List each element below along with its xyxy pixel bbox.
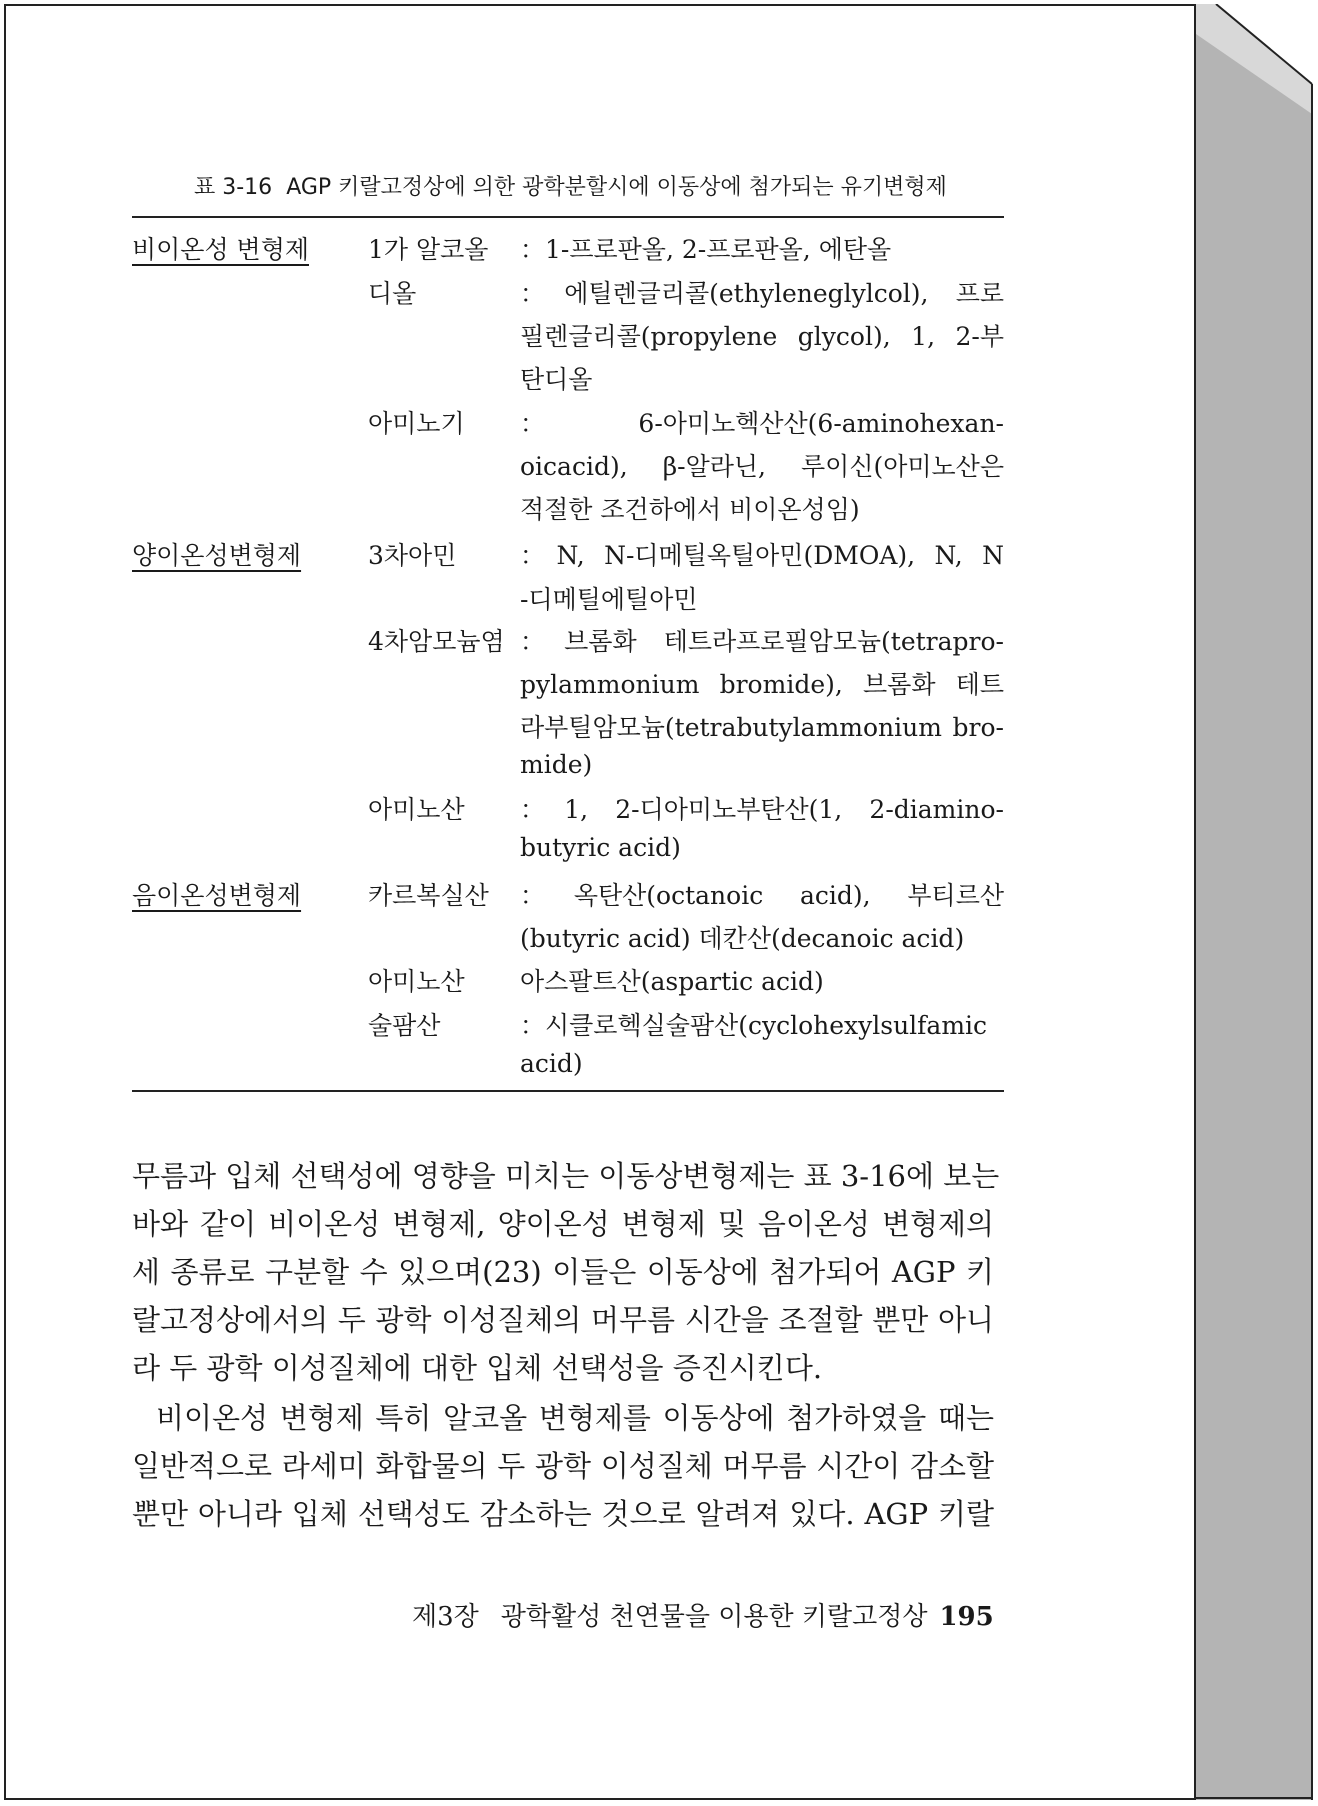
- page-number: 195: [939, 1602, 994, 1632]
- body-line: 비이온성 변형제 특히 알코올 변형제를 이동상에 첨가하였을 때는: [156, 1401, 994, 1435]
- body-line: 뿐만 아니라 입체 선택성도 감소하는 것으로 알려져 있다. AGP 키랄: [132, 1497, 994, 1531]
- item-line: ：6-아미노헥산산(6-aminohexan-: [520, 409, 1004, 438]
- item-line: 적절한 조건하에서 비이온성임): [520, 495, 860, 524]
- item-line: acid): [520, 1049, 583, 1078]
- book-spine-edge: [1196, 4, 1314, 1800]
- item-line: (butyric acid) 데칸산(decanoic acid): [520, 924, 965, 953]
- table-bottom-rule: [132, 1090, 1004, 1092]
- item-line: ：옥탄산(octanoic acid), 부티르산: [520, 881, 1004, 910]
- book-page: [4, 4, 1196, 1800]
- item-line: ：1, 2-디아미노부탄산(1, 2-diamino-: [520, 795, 1004, 824]
- sub-amino-acid: 아미노산: [368, 795, 465, 824]
- table-number: 표 3-16: [194, 175, 273, 200]
- sub-amino-acid-2: 아미노산: [368, 967, 465, 996]
- category-cationic: 양이온성변형제: [132, 541, 302, 570]
- sub-quaternary-ammonium: 4차암모늄염: [368, 627, 505, 656]
- item-line: 필렌글리콜(propylene glycol), 1, 2-부: [520, 322, 1004, 351]
- sub-amino-group: 아미노기: [368, 409, 465, 438]
- item-line: 라부틸암모늄(tetrabutylammonium bro-: [520, 713, 1004, 742]
- category-nonionic: 비이온성 변형제: [132, 235, 309, 264]
- body-line: 라 두 광학 이성질체에 대한 입체 선택성을 증진시킨다.: [132, 1351, 823, 1385]
- sub-carboxylic-acid: 카르복실산: [368, 881, 489, 910]
- sub-alcohol: 1가 알코올: [368, 235, 489, 264]
- body-line: 바와 같이 비이온성 변형제, 양이온성 변형제 및 음이온성 변형제의: [132, 1207, 994, 1241]
- item-line: ：에틸렌글리콜(ethyleneglylcol), 프로: [520, 279, 1004, 308]
- item-line: butyric acid): [520, 833, 681, 862]
- table-title: AGP 키랄고정상에 의한 광학분할시에 이동상에 첨가되는 유기변형제: [286, 175, 947, 200]
- body-line: 무름과 입체 선택성에 영향을 미치는 이동상변형제는 표 3-16에 보는: [132, 1159, 1000, 1193]
- item-line: 탄디올: [520, 365, 593, 394]
- body-line: 세 종류로 구분할 수 있으며(23) 이들은 이동상에 첨가되어 AGP 키: [132, 1255, 994, 1289]
- item-line: -디메틸에틸아민: [520, 585, 698, 614]
- category-anionic: 음이온성변형제: [132, 881, 302, 910]
- sub-sulfamic-acid: 술팜산: [368, 1011, 441, 1040]
- sub-tertiary-amine: 3차아민: [368, 541, 457, 570]
- item-line: mide): [520, 750, 593, 779]
- footer-chapter: 제3장: [412, 1602, 479, 1632]
- table-top-rule: [132, 216, 1004, 218]
- item-line: ：시클로헥실술팜산(cyclohexylsulfamic: [520, 1011, 988, 1040]
- item-line: ：1-프로판올, 2-프로판올, 에탄올: [520, 235, 892, 264]
- item-line: ：N, N-디메틸옥틸아민(DMOA), N, N: [520, 541, 1004, 570]
- item-line: oicacid), β-알라닌, 루이신(아미노산은: [520, 452, 1004, 481]
- page-footer: [412, 1596, 994, 1633]
- table-caption: [194, 170, 947, 201]
- sub-diol: 디올: [368, 279, 417, 308]
- body-line: 일반적으로 라세미 화합물의 두 광학 이성질체 머무름 시간이 감소할: [132, 1449, 994, 1483]
- item-line: pylammonium bromide), 브롬화 테트: [520, 670, 1004, 699]
- body-line: 랄고정상에서의 두 광학 이성질체의 머무름 시간을 조절할 뿐만 아니: [132, 1303, 994, 1337]
- item-line: ：브롬화 테트라프로필암모늄(tetrapro-: [520, 627, 1004, 656]
- footer-title: 광학활성 천연물을 이용한 키랄고정상: [500, 1602, 928, 1632]
- item-line: 아스팔트산(aspartic acid): [520, 967, 824, 996]
